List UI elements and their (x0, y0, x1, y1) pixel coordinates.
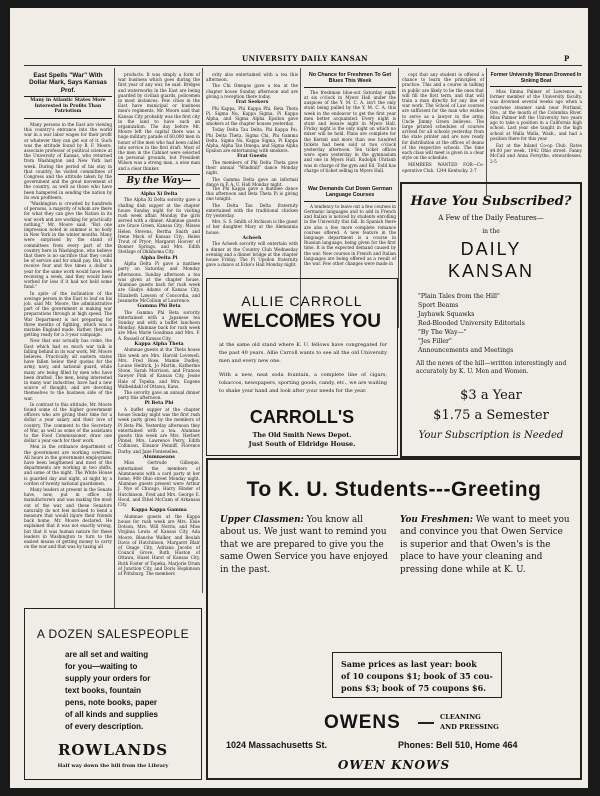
owens-address: 1024 Massachusetts St. (226, 740, 328, 750)
rowlands-store-name: ROWLANDS (57, 741, 169, 759)
society-text: The Phi Kappa gave a matinee dance this afternoon and Beta Theta Pi is giving one tonight. (206, 186, 298, 202)
subscription-in-the: in the (482, 228, 500, 235)
article-paragraph: Now that war actually has come, the East which had so much war talk is falling behind in its war work, Mr. Moore believes. Practically all eastern states have fallen below their quotas for the army, navy, and national guard, while many are being filled by men who have been drafted. The men, being interested in many war industries, have had a new source of thought, and are devoting themselves to the business side of the war. (24, 338, 112, 401)
article-paragraph: Many leaders at present in the Senate have, now, put in office by manufacturers and was making the most out of the war, and these Senators naturally do not feel inclined to bend a measure that would injure their friends back home, Mr. Moore declared. He explained that it was not exactly wrong, but that it was human nature for these leaders in Washington to turn to the easiest means of getting money to carry on the war and that was by taxing all (24, 487, 112, 550)
subscription-paper-name: DAILY KANSAN (447, 239, 535, 281)
owens-freshmen-title: You Freshmen: (400, 515, 474, 525)
newspaper-page (10, 8, 588, 788)
owens-freshmen-text: We want to meet you and convince you that Owen Service is superior and that Owen's is the place to have your cleaning and pressing done while at K. U. (400, 515, 570, 575)
article-paragraph: Men in the ordnance department of the government are working overtime. All hours in the government employment have been lengthened and most of the departments are working in two shifts, and some of the night. The White House is guarded day and night, at night by a cordon of twenty national guardsmen. (24, 444, 112, 486)
owens-ad (206, 458, 582, 780)
owens-service-line: AND PRESSING (440, 723, 499, 731)
rowlands-title: A DOZEN SALESPEOPLE (36, 627, 190, 641)
subscription-feature: "Plain Tales from the Hill" (418, 293, 500, 300)
society-section-title: Frat Guests (237, 154, 267, 160)
header-paper-name: UNIVERSITY DAILY KANSAN (242, 54, 369, 63)
article-paragraph: Many persons in the East are viewing this country's entrance into the world war in a war labor wages for their profit or whatever they can get out of it. Such was the attitude found by B. F. Moore, associate professor of political science at the University of Kansas, who returned from Washington and New York last week. During the period of his stay in that country, he visited committees of Congress and the attitude taken by the government and the great movement of the country, as well as those who have been hampered in sending the nation by its own profiteers. (24, 122, 112, 200)
owens-prices-line: pons $3; book of 75 coupons $6. (341, 683, 486, 693)
owens-dash (418, 722, 434, 724)
society-section-title: Gamma Phi Beta (137, 303, 181, 309)
subscription-price-semester: $1.75 a Semester (433, 408, 549, 423)
carroll-tagline: The Old Smith News Depot. (252, 431, 352, 439)
subscription-title: Have You Subscribed? (410, 194, 572, 209)
society-section-text: Miss Gertrude Gillespie, entertained the members of Alumnaeans with a card party at her home, 908 Ohio street Monday night. Alumnae guests present were Arthur J. Nye of Chicago, Harry Hinder of Hutchinson, Fred and Mrs. George E. Hood, and Ethel McCann of Arkansas City. (118, 460, 200, 507)
carroll-welcome-headline: WELCOMES YOU (223, 311, 381, 332)
article-subhead: Many in Atlantic States More Interested in Profits Than Patriotism (30, 98, 106, 115)
society-text: Phi Kappa, Phi Kappa Phi, Beta Theta Pi, Sigma Nu, Kappa Sigma, Pi Kappa Alpha, and Sigma Alpha Epsilon gave smokers at the chapter houses yesterday. (206, 105, 298, 127)
society-section-title: Alpha Delta Pi (140, 255, 178, 261)
rowlands-line: of every description. (65, 722, 144, 731)
society-section-text: Alumnae guests at the Theta house this week are Mrs. Harold Lovewell, Mrs. Fred Rose, Mamie Dudley, Louise Hedrick, Jo Martin, Katherine Stone, Sarah Morrison, and Frances Sawyer Fink of Kansas City, Jessie Hale of Topeka, and Mrs. Eugene Walbeddahl of Ottawa, Kans. (118, 347, 200, 389)
owens-service-line: CLEANING (440, 713, 481, 721)
article-war-demands (304, 186, 396, 270)
rowlands-line: pens, note books, paper (65, 698, 158, 707)
article-paragraph: A tendency to leave out a few courses in Germanic languages and to add in French and Italian is noticed by students enrolling in the University this fall. In Spanish there are also a few more complete romance courses offered. A new feature in the language department is a course in Russian language, being given for the first time. It is the expected demand caused by the war. New courses in French and Italian languages are being offered as a result of the war. Few other changes were made in (304, 203, 396, 267)
article-continued-text: products. It was simply a form of war business which goes during the first year of any war, he said. Bridges and waterworks in the East are being guarded by civilian guards, policemen in most instances. Few cities in the East have municipal or business men's regiments, Mr. Moore said that Kansas City probably was the first city in the land to have such an organization. The day before Mr. Moore left the capital there was a huge military parade of 60,000 men in honor of the men who had been called into service in the first draft. Most of the men in the Cabinet were selected on personal grounds, but President Wilson was a strong man, a wise man and a clear thinker. (118, 72, 200, 171)
article-paragraph: In contrast to this attitude, Mr. Moore found some of the higher government officers who are giving their time for a dollar a year salary and their love of country. The comment to the Secretary of War, as well as some of the assistants to the Food Commissioner, draw one dollar a year each for their work. (24, 401, 112, 444)
article-course-schedules (402, 72, 484, 196)
society-text: The Gamma Delta gave an informal dance in F. A. U. Hall Monday night. (206, 176, 298, 187)
owens-headline: To K. U. Students---Greeting (246, 478, 542, 501)
article-paragraph: cept that any student is offered a chance to learn the principles of practice. This and a course in talking in public are likely to be the ones that will fill the first term, and that will train a man directly for any line of war work. The School of Law courses are sufficient for the man who wishes to serve as a lawyer in the army. Uncle Jimmy Green believes. The large printed schedules of courses arrived for all schools yesterday from the state printer and are now ready for distribution at the offices of deans of the respective schools. The time each class will meet is given in a clear style on the schedule. (402, 72, 484, 161)
rowlands-line: supply your orders for (65, 674, 151, 683)
subscription-call-to-action: Your Subscription is Needed (418, 430, 564, 441)
carroll-ad (206, 278, 398, 456)
article-east-spells-war (24, 72, 112, 600)
society-text: The Delta Tau Delta fraternity entertained with the traditional chicken fry yesterday. (206, 202, 298, 219)
article-headline: Former University Woman Drowned In Sinking Boat (490, 72, 582, 84)
rowlands-line: are all set and waiting (65, 650, 149, 659)
society-section-text: Alumnae guests at the Kappa house for rush week are Mrs. Elsie Dotson, Mrs. Will Norris, and Miss Virginia Lewis of Kansas City, Ada Moore, Blanche Walker, and Beulah Davis of Hutchinson, Margaret Blair of Osage City, Adriana Jacobs of Council Grove, Ruth Huston of Ottawa, Hazel Hurst of Kansas City, Ruth Foster of Topeka, Marjorie Drum of Junction City, and Doris Hopkinson of Pittsburg. The members (118, 513, 200, 577)
rowlands-tagline: Half way down the hill from the Library (57, 763, 169, 769)
society-column (118, 72, 200, 592)
owens-slogan: OWEN KNOWS (337, 758, 451, 772)
carroll-paragraph: at the same old stand where K. U. fellows have congregated for the past 40 years. Allie Carroll wants to see all the old University men and every new one. (219, 342, 387, 364)
subscription-price-year: $3 a Year (460, 388, 522, 403)
subscription-feature: Sport Beams (418, 302, 459, 309)
article-university-woman-drowned (490, 72, 582, 196)
carroll-paragraph: With a new, neat soda fountain, a complete line of cigars, tobaccos, newspapers, sporting goods, candy, etc., we are waiting to shake your hand and look after your needs for the year. (219, 372, 387, 394)
article-paragraph: "Washington is crowded by hundreds of persons, a majority of whom are there for what they can give the Nation in its war work and are working for practically nothing," Mr. Moore said. "But one impression noted in summer is no body in New York in the winter months. Many were surprised by the stand of committees from every part of the country here in Washington, who believe that there is no sacrifice that they could be of service and for small pay. But, who receive four and five times a dollar a year for the same work would have been receiving a week, and they would have worked for less if it had not held some fund." (24, 201, 112, 290)
society-text: ority also entertained with a tea this afternoon. (206, 72, 298, 83)
by-the-way-title: By the Way— (126, 175, 192, 186)
classified-notice: MEMBERS WANTED FOR—Co-operative Club. 1244 Kentucky. 2-7 (402, 162, 484, 173)
society-section-text: A buffet supper at the chapter house Sunday night was the first rush week party given by the members of Pi Beta Phi. Yesterday afternoon they entertained with a tea. Alumnae guests this week are Mrs. Herbert Pinnel, Mrs. Lawrence Perry, Edith Collinson, Eleanor Penniff, Florence Darby, and Jane Fontenelles. (118, 406, 200, 454)
subscription-feature: "By The Way—" (418, 329, 467, 336)
owens-prices-line: Same prices as last year: book (341, 659, 477, 669)
rowlands-ad (24, 608, 202, 780)
subscription-feature: Announcements and Meetings (418, 347, 514, 354)
society-column-continued (206, 72, 298, 187)
society-section-text: The Alpha Xi Delta sorority gave a chafing dish supper at the chapter house Sunday night for its visiting rush week affair. Monday the girls served with a dinner. Alumnae guests are Grace Green, Kansas City; Misses Helen Stevens, Bertha Smith and Irene Mack of Kansas City; Helen Trout of Pryor; Margaret Hoover of Bonner Springs, and Mrs. Edith Stotlage of Oklahoma City. (118, 197, 200, 255)
article-paragraph: In spite of the inclination of the average person in the East to loaf on his job, said Mr. Moore, the administrative part of the government is making war preparations through at high speed. The War Department is not preparing for three months of fighting, which was a mistake England made. Rather, they are getting ready for a 3-year campaign. (24, 290, 112, 338)
classified-notice: Eat at the Inland Co-op Club. Rates $4.00 per week. 1042 Ohio street. Fanny McCall and Anna Forsythe, stewardesses. 2-5 (490, 143, 582, 164)
carroll-name-headline: ALLIE CARROLL (241, 293, 363, 309)
society-section-text: The sorority gave an annual dinner party this afternoon. (118, 389, 200, 401)
subscription-lead: A Few of the Daily Features— (438, 214, 544, 222)
rowlands-line: text books, fountain (65, 686, 141, 695)
society-section-title: Kappa Kappa Gamma (131, 508, 187, 514)
society-column-lower (206, 186, 298, 276)
society-text: Mrs. S. S. Smith of Atchison is the guest of her daughter Mary at the Alemannia house. (206, 219, 298, 235)
subscription-feature: Jayhawk Squawks (418, 311, 475, 318)
carroll-tagline: Just South of Eldridge House. (248, 440, 356, 448)
society-section-title: Kappa Alpha Theta (134, 341, 184, 347)
society-section-title: Frat Seekers (235, 100, 269, 106)
article-headline: East Spells "War" With Dollar Mark, Says Kansas Prof. (29, 72, 107, 94)
header-page-marker: P (564, 54, 570, 63)
article-headline: War Demands Cut Down German Language Courses (307, 186, 393, 199)
article-headline: No Chance for Freshmen To Get Blues This Week (308, 72, 392, 85)
society-text: The members of Phi Delta Theta gave their annual "Windmill" dance Monday night. (206, 160, 298, 176)
rowlands-line: of all kinds and supplies (65, 710, 158, 719)
society-section-title: Alumnaeans (143, 454, 175, 460)
society-text: Today Delta Tau Delta, Phi Kappa Psi, Phi Delta Theta, Sigma Chi, Phi Gamma Delta, Sigma Nu, Kappa Sigma, Pi Kappa Alpha, Alpha Tau Omega, and Sigma Alpha Epsilon are entertaining with smokers. (206, 127, 298, 154)
running-header (24, 54, 582, 66)
society-section-title: Pi Beta Phi (144, 401, 174, 407)
article-paragraph: Miss Emma Palmer of Lawrence, a former member of the University faculty, was drowned several weeks ago when a coastwise steamer sank near Portland, Ore., at the mouth of the Columbia River. Miss Palmer left the University two years ago to take a position in a California high school. Last year she taught in the high school at Walla Walla, Wash., and had a position there for this year. (490, 89, 582, 141)
society-text: The Acheeh sorority will entertain with a dinner at the Country Club Wednesday evening and a dinner bridge at the chapter house Friday. The Pi Upsilon fraternity gave a dance at Ecke's Hall Monday night. (206, 241, 298, 268)
subscription-news-line: All the news of the hill—written interestingly and accurately by K. U. Men and Women. (416, 360, 567, 375)
owens-phones: Phones: Bell 510, Home 464 (398, 740, 518, 750)
subscription-feature: "Jes Filler" (418, 338, 452, 345)
society-section-title: Acheeh (242, 235, 262, 241)
owens-store-name: OWENS (324, 712, 401, 733)
article-freshmen-blues (304, 72, 396, 180)
article-paragraph: The freshman blue-out Saturday night at six o'clock in Myers Hall under the auspices of the Y. M. C. A. isn't the only stunt being pulled by the Y. M. C. A. this week in the endeavor to get the first year men better acquainted. Every night is stunt and leisure night in Myers Hall. Friday night is the only night on which no mixer will be held. Plans are complete for the Kermit and more than one hundred tickets had been sold at two o'clock yesterday afternoon. Ten ticket offices were open yesterday in the gymnasium and one in Myers Hall. Rudolph Uhrlaub was in charge of the gym and Ed. Todd has charge of ticket selling in Myers Hall. (304, 89, 396, 173)
subscription-ad (400, 182, 582, 458)
society-text: The Chi Omegas gave a tea at the chapter house Sunday afternoon and are giving a reception there today. (206, 83, 298, 99)
carroll-store-name: CARROLL'S (249, 407, 355, 427)
society-section-text: The Gamma Phi Beta sorority entertained with a Japanese tea Sunday and with a buffet luncheon Monday. Alumnae back for rush week are Miss Marie Goodman and Mrs. F. A. Russell of Kansas City. (118, 309, 200, 341)
subscription-feature: Red-Blooded University Editorials (418, 320, 525, 327)
rowlands-line: for you—waiting to (65, 662, 138, 671)
owens-upper-classmen-title: Upper Classmen: (220, 515, 304, 525)
owens-prices-box (332, 652, 502, 698)
society-section-title: Alpha Xi Delta (140, 191, 178, 197)
owens-upper-classmen-text: You know all about us. We just want to remind you that we are prepared to give you the same Owen Service you have enjoyed in the past. (220, 515, 388, 575)
owens-prices-line: of 10 coupons $1; book of 35 cou- (341, 671, 493, 681)
society-section-text: Alpha Delta Pi gave a matinee party on Saturday and Monday afternoons. Sunday afternoon a tea was given at the chapter house. Alumnae guests back for rush week are Gladys Adams of Kansas City, Elizabeth Lawson of Concordia, and Jeannette McCollum of Lawrence. (118, 261, 200, 303)
